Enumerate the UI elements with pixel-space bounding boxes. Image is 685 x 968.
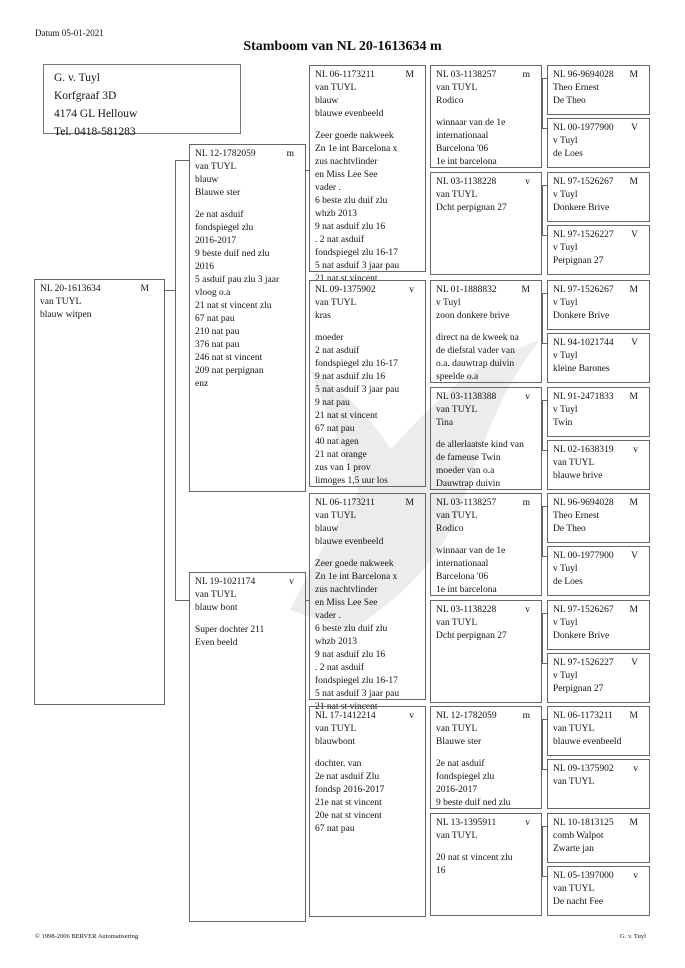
ring-number: NL 03-1138257 [436, 70, 497, 80]
info-line: zoon donkere brive [436, 311, 510, 321]
sex-marker: M [629, 498, 638, 508]
info-line: v Tuyl [553, 671, 578, 681]
pedigree-gen4 [547, 813, 650, 863]
pedigree-great-grandparent [430, 387, 542, 490]
info-line: de Loes [553, 577, 583, 587]
info-line: Dcht perpignan 27 [436, 203, 507, 213]
info-line: Donkere Brive [553, 631, 610, 641]
ring-number: NL 01-1888832 [436, 285, 497, 295]
info-line: blauw [315, 96, 339, 106]
pedigree-subject [34, 279, 165, 705]
achievement-note: direct na de kweek na de diefstal vader van o.a. dauwtrap duivin speelde o.a [436, 333, 519, 382]
info-line: kras [315, 311, 331, 321]
achievement-note: dochter. van 2e nat asduif Zlu fondsp 2016-2017 21e nat st vincent 20e nat st vincent 67 nat pau [315, 759, 385, 834]
info-line: van TUYL [315, 298, 357, 308]
sex-marker: m [286, 149, 294, 159]
info-line: van TUYL [436, 83, 478, 93]
sex-marker: v [525, 818, 530, 828]
sex-marker: v [525, 605, 530, 615]
info-line: v Tuyl [553, 243, 578, 253]
connector-line [542, 613, 543, 663]
sex-marker: V [631, 230, 638, 240]
owner-street: Korfgraaf 3D [54, 90, 117, 102]
sex-marker: M [629, 605, 638, 615]
ring-number: NL 09-1375902 [315, 285, 376, 295]
ring-number: NL 05-1397000 [553, 871, 614, 881]
info-line: Blauwe ster [195, 188, 241, 198]
pedigree-gen4 [547, 65, 650, 115]
ring-number: NL 97-1526227 [553, 658, 614, 668]
pedigree-parent [189, 144, 306, 492]
connector-line [542, 506, 543, 556]
info-line: v Tuyl [436, 298, 461, 308]
info-line: v Tuyl [553, 564, 578, 574]
pedigree-grandparent [309, 706, 426, 917]
connector-line [542, 78, 543, 128]
sex-marker: v [409, 285, 414, 295]
info-line: van TUYL [436, 724, 478, 734]
sex-marker: M [140, 284, 149, 294]
info-line: Twin [553, 418, 573, 428]
info-line: comb Walpot [553, 831, 604, 841]
info-line: blauwe brive [553, 471, 603, 481]
connector-line [542, 719, 543, 769]
ring-number: NL 96-9694028 [553, 70, 614, 80]
pedigree-gen4 [547, 172, 650, 222]
connector-line [175, 160, 176, 600]
connector-line [542, 876, 547, 877]
connector-line [542, 769, 547, 770]
info-line: van TUYL [553, 777, 595, 787]
ring-number: NL 02-1638319 [553, 445, 614, 455]
ring-number: NL 97-1526267 [553, 285, 614, 295]
pedigree-grandparent [309, 493, 426, 712]
info-line: van TUYL [195, 590, 237, 600]
info-line: van TUYL [436, 831, 478, 841]
info-line: van TUYL [315, 511, 357, 521]
info-line: v Tuyl [553, 351, 578, 361]
info-line: v Tuyl [553, 136, 578, 146]
pedigree-great-grandparent [430, 280, 542, 383]
pedigree-grandparent [309, 65, 426, 284]
ring-number: NL 10-1813125 [553, 818, 614, 828]
footer-copyright: © 1998-2006 BERVER Automatisering [35, 933, 139, 940]
pedigree-gen4 [547, 546, 650, 596]
sex-marker: V [631, 658, 638, 668]
info-line: Dcht perpignan 27 [436, 631, 507, 641]
info-line: blauwe evenbeeld [553, 737, 622, 747]
ring-number: NL 12-1782059 [195, 149, 256, 159]
ring-number: NL 00-1977900 [553, 123, 614, 133]
sex-marker: M [629, 70, 638, 80]
pedigree-great-grandparent [430, 706, 542, 809]
info-line: Theo Ernest [553, 83, 600, 93]
achievement-note: Zeer goede nakweek Zn 1e int Barcelona x zus nachtvlinder en Miss Lee See vader . 6 beste zlu duif zlu whzb 2013 9 nat asduif zlu 16 . 2 nat asduif fondspiegel zlu 16-17 5 nat asduif 3 jaar pau 21 nat st vincent [315, 131, 400, 284]
info-line: v Tuyl [553, 618, 578, 628]
connector-line [306, 600, 309, 601]
ring-number: NL 97-1526267 [553, 177, 614, 187]
info-line: kleine Barones [553, 364, 610, 374]
sex-marker: V [631, 551, 638, 561]
info-line: van TUYL [436, 511, 478, 521]
ring-number: NL 12-1782059 [436, 711, 497, 721]
sex-marker: v [289, 577, 294, 587]
connector-line [542, 450, 547, 451]
achievement-note: winnaar van de 1e internationaal Barcelona '06 1e int barcelona [436, 546, 506, 595]
sex-marker: M [629, 392, 638, 402]
pedigree-gen4 [547, 280, 650, 330]
pedigree-gen4 [547, 600, 650, 650]
info-line: van TUYL [436, 618, 478, 628]
info-line: blauw [195, 175, 219, 185]
info-line: De Theo [553, 524, 586, 534]
owner-name: G. v. Tuyl [54, 72, 100, 84]
info-line: v Tuyl [553, 190, 578, 200]
ring-number: NL 06-1173211 [315, 498, 375, 508]
ring-number: NL 96-9694028 [553, 498, 614, 508]
info-line: van TUYL [553, 724, 595, 734]
achievement-note: 20 nat st vincent zlu 16 [436, 853, 513, 876]
info-line: van TUYL [553, 884, 595, 894]
sex-marker: v [525, 177, 530, 187]
info-line: van TUYL [436, 190, 478, 200]
pedigree-gen4 [547, 387, 650, 437]
info-line: van TUYL [553, 458, 595, 468]
pedigree-gen4 [547, 440, 650, 490]
ring-number: NL 03-1138388 [436, 392, 497, 402]
sex-marker: v [525, 392, 530, 402]
pedigree-gen4 [547, 225, 650, 275]
connector-line [542, 128, 547, 129]
connector-line [306, 170, 309, 171]
ring-number: NL 97-1526227 [553, 230, 614, 240]
sex-marker: M [629, 711, 638, 721]
ring-number: NL 20-1613634 [40, 284, 101, 294]
owner-city: 4174 GL Hellouw [54, 108, 138, 120]
ring-number: NL 03-1138228 [436, 177, 497, 187]
pedigree-gen4 [547, 759, 650, 809]
info-line: Tina [436, 418, 454, 428]
info-line: Donkere Brive [553, 311, 610, 321]
ring-number: NL 13-1395911 [436, 818, 497, 828]
sex-marker: V [631, 338, 638, 348]
ring-number: NL 03-1138228 [436, 605, 497, 615]
achievement-note: de allerlaatste kind van de fameuse Twin moeder van o.a Dauwtrap duivin [436, 440, 524, 489]
pedigree-gen4 [547, 866, 650, 916]
sex-marker: v [409, 711, 414, 721]
pedigree-grandparent [309, 280, 426, 487]
ring-number: NL 17-1412214 [315, 711, 376, 721]
info-line: blauwbont [315, 737, 356, 747]
achievement-note: winnaar van de 1e internationaal Barcelona '06 1e int barcelona [436, 118, 506, 167]
connector-line [542, 400, 543, 450]
sex-marker: V [631, 123, 638, 133]
info-line: van TUYL [436, 405, 478, 415]
pedigree-gen4 [547, 653, 650, 703]
owner-line: van TUYL [40, 297, 82, 307]
pedigree-great-grandparent [430, 813, 542, 916]
connector-line [175, 160, 189, 161]
pedigree-gen4 [547, 333, 650, 383]
color-line: blauw witpen [40, 310, 92, 320]
achievement-note: Super dochter 211 Even beeld [195, 625, 265, 648]
connector-line [542, 185, 543, 235]
pedigree-gen4 [547, 706, 650, 756]
info-line: De nacht Fee [553, 897, 604, 907]
sex-marker: M [629, 818, 638, 828]
ring-number: NL 19-1021174 [195, 577, 256, 587]
info-line: blauw [315, 524, 339, 534]
connector-line [542, 293, 543, 343]
info-line: Zwarte jan [553, 844, 594, 854]
pedigree-great-grandparent [430, 172, 542, 275]
pedigree-parent [189, 572, 306, 922]
sex-marker: M [405, 498, 414, 508]
achievement-note: moeder 2 nat asduif fondspiegel zlu 16-17 9 nat asduif zlu 16 5 nat asduif 3 jaar pau 9 nat pau 21 nat st vincent 67 nat pau 40 nat agen 21 nat orange zus van 1 prov limoges 1,5 uur los [315, 333, 400, 486]
sex-marker: M [405, 70, 414, 80]
print-date: Datum 05-01-2021 [35, 28, 104, 38]
pedigree-great-grandparent [430, 600, 542, 703]
info-line: Blauwe ster [436, 737, 482, 747]
sex-marker: M [521, 285, 530, 295]
page-title: Stamboom van NL 20-1613634 m [243, 39, 442, 54]
sex-marker: M [629, 285, 638, 295]
info-line: Donkere Brive [553, 203, 610, 213]
connector-line [542, 663, 547, 664]
ring-number: NL 06-1173211 [553, 711, 613, 721]
info-line: blauw bont [195, 603, 238, 613]
info-line: Rodico [436, 524, 464, 534]
pedigree-gen4 [547, 118, 650, 168]
ring-number: NL 09-1375902 [553, 764, 614, 774]
connector-line [542, 343, 547, 344]
ring-number: NL 03-1138257 [436, 498, 497, 508]
ring-number: NL 00-1977900 [553, 551, 614, 561]
pedigree-great-grandparent [430, 65, 542, 168]
owner-phone: Tel. 0418-581283 [54, 126, 136, 138]
ring-number: NL 06-1173211 [315, 70, 375, 80]
connector-line [542, 235, 547, 236]
connector-line [542, 556, 547, 557]
ring-number: NL 94-1021744 [553, 338, 614, 348]
connector-line [175, 600, 189, 601]
info-line: blauwe evenbeeld [315, 109, 384, 119]
connector-line [542, 826, 543, 876]
info-line: Perpignan 27 [553, 684, 604, 694]
info-line: De Theo [553, 96, 586, 106]
sex-marker: v [633, 871, 638, 881]
sex-marker: m [522, 711, 530, 721]
info-line: v Tuyl [553, 405, 578, 415]
pedigree-gen4 [547, 493, 650, 543]
sex-marker: M [629, 177, 638, 187]
info-line: blauwe evenbeeld [315, 537, 384, 547]
achievement-note: Zeer goede nakweek Zn 1e int Barcelona x zus nachtvlinder en Miss Lee See vader . 6 beste zlu duif zlu whzb 2013 9 nat asduif zlu 16 . 2 nat asduif fondspiegel zlu 16-17 5 nat asduif 3 jaar pau 21 nat st vincent [315, 559, 400, 712]
info-line: Perpignan 27 [553, 256, 604, 266]
sex-marker: v [633, 764, 638, 774]
pedigree-great-grandparent [430, 493, 542, 596]
info-line: Rodico [436, 96, 464, 106]
sex-marker: v [633, 445, 638, 455]
info-line: van TUYL [315, 83, 357, 93]
achievement-note: 2e nat asduif fondspiegel zlu 2016-2017 9 beste duif ned zlu 2016 5 asduif pau zlu 3 jaar vloog o.a 21 nat st vincent zlu 67 nat pau 210 nat pau 376 nat pau 246 nat st vincent 209 nat perpignan enz [195, 210, 280, 389]
info-line: v Tuyl [553, 298, 578, 308]
ring-number: NL 91-2471833 [553, 392, 614, 402]
info-line: de Loes [553, 149, 583, 159]
sex-marker: m [522, 70, 530, 80]
owner-card [43, 64, 241, 138]
info-line: van TUYL [195, 162, 237, 172]
achievement-note: 2e nat asduif fondspiegel zlu 2016-2017 9 beste duif ned zlu [436, 759, 511, 808]
info-line: van TUYL [315, 724, 357, 734]
sex-marker: m [522, 498, 530, 508]
connector-line [165, 290, 175, 291]
info-line: Theo Ernest [553, 511, 600, 521]
footer-owner: G. v. Tuyl [620, 933, 646, 940]
ring-number: NL 97-1526267 [553, 605, 614, 615]
